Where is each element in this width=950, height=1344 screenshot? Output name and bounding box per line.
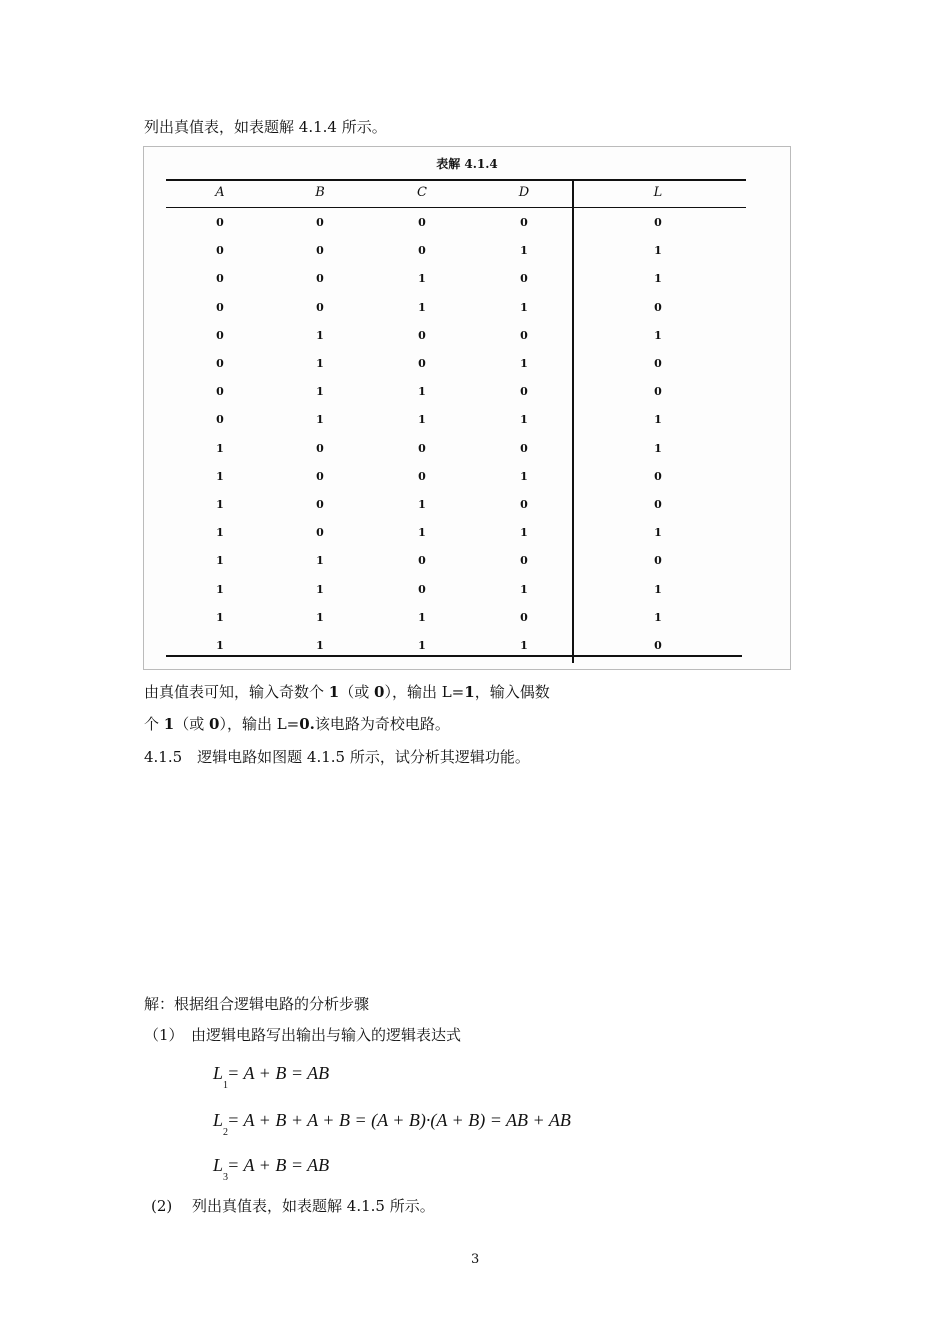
- conclusion-bold: 0.: [299, 715, 315, 733]
- conclusion-text: 该电路为奇校电路。: [314, 715, 450, 733]
- table-cell-b: 1: [316, 582, 324, 596]
- table-header-rule: [166, 207, 746, 208]
- table-cell-c: 1: [418, 300, 426, 314]
- table-cell-d: 1: [520, 413, 528, 427]
- formula-l2: [213, 1110, 571, 1138]
- table-cell-c: 1: [418, 413, 426, 427]
- table-cell-d: 0: [520, 610, 528, 624]
- table-header-c: C: [417, 185, 427, 200]
- conclusion-bold: 0: [209, 715, 220, 733]
- table-cell-c: 1: [418, 639, 426, 652]
- table-cell-l: 1: [654, 526, 662, 540]
- table-cell-a: 0: [216, 216, 224, 229]
- table-cell-l: 0: [654, 357, 662, 370]
- table-cell-d: 0: [520, 216, 528, 229]
- table-cell-d: 1: [520, 469, 528, 483]
- table-cell-a: 1: [216, 441, 224, 455]
- table-cell-c: 0: [418, 244, 426, 258]
- table-cell-a: 0: [216, 357, 224, 370]
- formula-text: L = A + B = AB: [213, 1155, 330, 1175]
- table-top-rule: [166, 179, 746, 181]
- formula-l3: [213, 1155, 330, 1183]
- formula-subscript: 3: [223, 1172, 228, 1183]
- problem-heading: 4.1.5 逻辑电路如图题 4.1.5 所示，试分析其逻辑功能。: [144, 748, 530, 766]
- conclusion-text: 由真值表可知，输入奇数个: [144, 683, 329, 701]
- conclusion-text: ），输出 L=: [384, 683, 465, 701]
- table-cell-l: 1: [654, 582, 662, 596]
- table-cell-a: 1: [216, 554, 224, 568]
- table-cell-l: 1: [654, 272, 662, 286]
- table-cell-c: 0: [418, 582, 426, 596]
- conclusion-line-2: [144, 714, 450, 734]
- conclusion-bold: 1: [328, 683, 340, 701]
- conclusion-bold: 0: [374, 683, 385, 701]
- table-cell-c: 0: [418, 469, 426, 483]
- table-cell-b: 1: [316, 639, 324, 652]
- table-cell-l: 0: [654, 385, 662, 399]
- table-cell-b: 0: [316, 498, 324, 511]
- table-cell-a: 0: [216, 300, 224, 314]
- table-cell-l: 1: [654, 328, 662, 342]
- table-cell-d: 1: [520, 357, 528, 370]
- table-cell-b: 1: [316, 357, 324, 370]
- table-cell-l: 0: [654, 216, 662, 229]
- step-1: （1） 由逻辑电路写出输出与输入的逻辑表达式: [144, 1026, 462, 1044]
- step-2: (2) 列出真值表，如表题解 4.1.5 所示。: [151, 1197, 435, 1215]
- table-cell-d: 0: [520, 272, 528, 286]
- table-cell-a: 0: [216, 385, 224, 399]
- table-cell-a: 1: [216, 582, 224, 596]
- table-cell-d: 0: [520, 385, 528, 399]
- table-cell-l: 0: [654, 498, 662, 511]
- conclusion-text: ，输入偶数: [474, 683, 550, 701]
- table-cell-c: 1: [418, 610, 426, 624]
- table-cell-d: 1: [520, 639, 528, 652]
- table-cell-b: 0: [316, 244, 324, 258]
- formula-subscript: 2: [223, 1127, 228, 1138]
- table-cell-b: 1: [316, 328, 324, 342]
- table-cell-d: 1: [520, 526, 528, 540]
- table-cell-l: 0: [654, 554, 662, 568]
- formula-subscript: 1: [223, 1080, 228, 1091]
- table-cell-a: 1: [216, 639, 224, 652]
- conclusion-bold: 1: [163, 715, 175, 733]
- conclusion-line-1: [144, 682, 550, 702]
- table-cell-b: 0: [316, 300, 324, 314]
- table-cell-l: 1: [654, 244, 662, 258]
- table-cell-c: 0: [418, 216, 426, 229]
- conclusion-text: 个: [144, 715, 164, 733]
- table-cell-a: 0: [216, 272, 224, 286]
- table-header-d: D: [518, 185, 530, 200]
- table-cell-l: 0: [654, 469, 662, 483]
- table-cell-b: 1: [316, 610, 324, 624]
- table-cell-a: 1: [216, 526, 224, 540]
- table-cell-c: 1: [418, 498, 426, 511]
- table-cell-c: 1: [418, 272, 426, 286]
- table-cell-b: 1: [316, 413, 324, 427]
- table-header-a: A: [215, 185, 225, 200]
- table-cell-d: 0: [520, 328, 528, 342]
- table-cell-a: 0: [216, 413, 224, 427]
- table-cell-b: 1: [316, 554, 324, 568]
- solution-intro: 解：根据组合逻辑电路的分析步骤: [144, 995, 370, 1013]
- truth-table-figure: [143, 146, 791, 670]
- table-cell-d: 1: [520, 244, 528, 258]
- table-cell-b: 0: [316, 469, 324, 483]
- table-cell-b: 0: [316, 272, 324, 286]
- table-cell-a: 1: [216, 498, 224, 511]
- formula-text: L = A + B + A + B = (A + B)·(A + B) = AB + AB: [213, 1110, 571, 1130]
- table-header-b: B: [315, 185, 325, 200]
- conclusion-text: （或: [339, 683, 374, 701]
- table-divider: [572, 181, 574, 663]
- table-cell-c: 0: [418, 554, 426, 568]
- table-header-l: L: [653, 185, 663, 200]
- table-cell-l: 1: [654, 610, 662, 624]
- table-bottom-rule: [166, 655, 742, 657]
- table-cell-a: 1: [216, 610, 224, 624]
- table-cell-l: 0: [654, 639, 662, 652]
- table-cell-a: 0: [216, 244, 224, 258]
- intro-text: 列出真值表，如表题解 4.1.4 所示。: [144, 118, 387, 136]
- table-cell-l: 0: [654, 300, 662, 314]
- page-number: 3: [471, 1252, 480, 1267]
- table-cell-b: 1: [316, 385, 324, 399]
- table-cell-a: 0: [216, 328, 224, 342]
- table-cell-c: 0: [418, 357, 426, 370]
- table-cell-b: 0: [316, 216, 324, 229]
- table-cell-d: 1: [520, 300, 528, 314]
- table-cell-d: 0: [520, 498, 528, 511]
- conclusion-text: （或: [174, 715, 209, 733]
- table-cell-d: 0: [520, 554, 528, 568]
- table-cell-c: 0: [418, 328, 426, 342]
- table-cell-b: 0: [316, 441, 324, 455]
- table-cell-l: 1: [654, 441, 662, 455]
- formula-text: L = A + B = AB: [213, 1063, 330, 1083]
- table-cell-d: 0: [520, 441, 528, 455]
- table-cell-a: 1: [216, 469, 224, 483]
- table-cell-d: 1: [520, 582, 528, 596]
- conclusion-bold: 1: [464, 683, 475, 701]
- table-title: 表解 4.1.4: [436, 157, 498, 171]
- table-cell-c: 1: [418, 385, 426, 399]
- formula-l1: [213, 1063, 330, 1091]
- table-cell-l: 1: [654, 413, 662, 427]
- table-cell-c: 1: [418, 526, 426, 540]
- table-cell-c: 0: [418, 441, 426, 455]
- table-cell-b: 0: [316, 526, 324, 540]
- conclusion-text: ），输出 L=: [219, 715, 300, 733]
